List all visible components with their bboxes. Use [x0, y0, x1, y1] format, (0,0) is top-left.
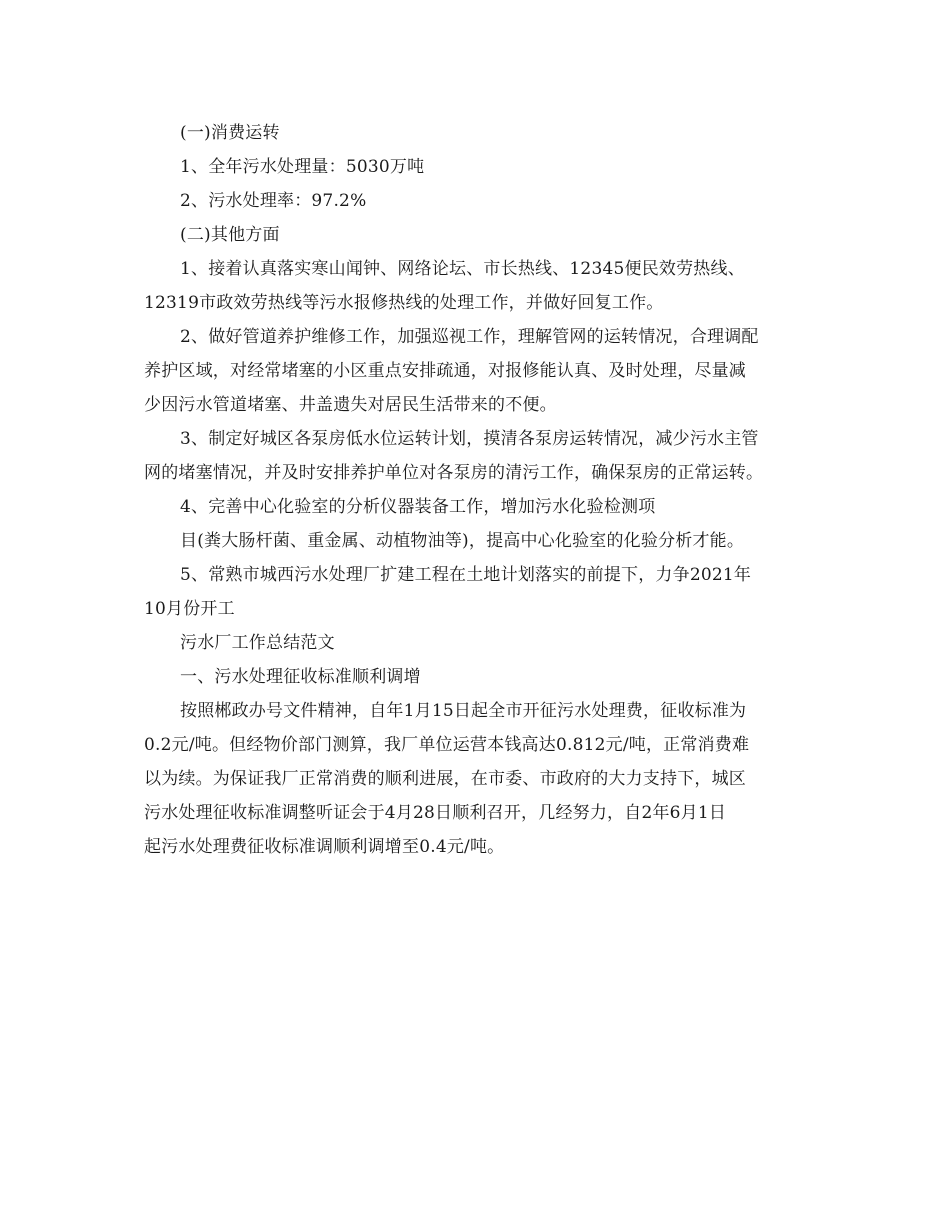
paragraph-line: 5、常熟市城西污水处理厂扩建工程在土地计划落实的前提下，力争2021年 [180, 565, 752, 585]
paragraph-line: 4、完善中心化验室的分析仪器装备工作，增加污水化验检测项 [180, 497, 656, 517]
paragraph-line: 按照郴政办号文件精神，自年1月15日起全市开征污水处理费，征收标准为 [180, 701, 747, 721]
paragraph-line: 网的堵塞情况，并及时安排养护单位对各泵房的清污工作，确保泵房的正常运转。 [144, 463, 764, 483]
paragraph-line: 1、接着认真落实寒山闻钟、网络论坛、市长热线、12345便民效劳热线、 [180, 259, 745, 279]
section-heading: 一、污水处理征收标准顺利调增 [180, 667, 421, 687]
paragraph-line: 10月份开工 [144, 599, 235, 619]
paragraph-line: 3、制定好城区各泵房低水位运转计划，摸清各泵房运转情况，减少污水主管 [180, 429, 759, 449]
paragraph-line: 少因污水管道堵塞、井盖遗失对居民生活带来的不便。 [144, 395, 557, 415]
paragraph-line: 养护区域，对经常堵塞的小区重点安排疏通，对报修能认真、及时处理，尽量减 [144, 361, 746, 381]
section-heading-production: (一)消费运转 [180, 123, 280, 143]
paragraph-line: 以为续。为保证我厂正常消费的顺利进展，在市委、市政府的大力支持下，城区 [144, 769, 746, 789]
paragraph-line: 起污水处理费征收标准调顺利调增至0.4元/吨。 [144, 837, 505, 857]
paragraph-line: 污水处理征收标准调整听证会于4月28日顺利召开，几经努力，自2年6月1日 [144, 803, 727, 823]
section-heading-other: (二)其他方面 [180, 225, 280, 245]
paragraph-line: 12319市政效劳热线等污水报修热线的处理工作，并做好回复工作。 [144, 293, 664, 313]
document-title: 污水厂工作总结范文 [180, 633, 335, 653]
document-body [144, 116, 814, 864]
paragraph-line: 2、做好管道养护维修工作，加强巡视工作，理解管网的运转情况，合理调配 [180, 327, 759, 347]
paragraph-line: 0.2元/吨。但经物价部门测算，我厂单位运营本钱高达0.812元/吨，正常消费难 [144, 735, 750, 755]
list-item: 1、全年污水处理量：5030万吨 [180, 157, 425, 177]
paragraph-line: 目(粪大肠杆菌、重金属、动植物油等)，提高中心化验室的化验分析才能。 [180, 531, 745, 551]
list-item: 2、污水处理率：97.2% [180, 191, 367, 211]
